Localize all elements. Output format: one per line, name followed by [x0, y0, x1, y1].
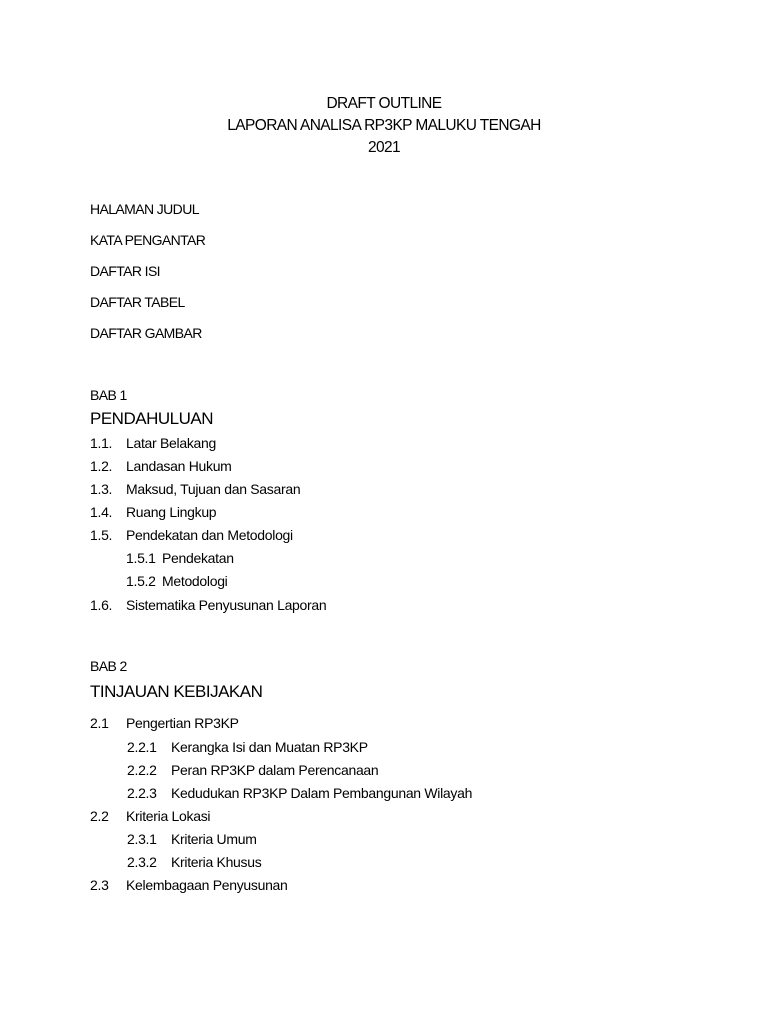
- toc-text: Ruang Lingkup: [126, 504, 217, 520]
- front-matter-item: DAFTAR ISI: [90, 263, 160, 279]
- toc-text: Pendekatan dan Metodologi: [126, 527, 293, 543]
- front-matter-item: DAFTAR GAMBAR: [90, 325, 202, 341]
- toc-number: 2.2.2: [127, 762, 157, 778]
- toc-text: Kriteria Khusus: [171, 854, 262, 870]
- chapter-title: TINJAUAN KEBIJAKAN: [90, 682, 263, 701]
- toc-number: 1.4.: [90, 504, 113, 520]
- front-matter-item: KATA PENGANTAR: [90, 232, 206, 248]
- toc-number: 2.3.2: [127, 854, 157, 870]
- doc-title-line1: DRAFT OUTLINE: [326, 95, 442, 112]
- toc-text: Pendekatan: [162, 550, 234, 566]
- toc-text: Kelembagaan Penyusunan: [126, 877, 288, 893]
- toc-text: Metodologi: [162, 573, 228, 589]
- toc-text: Sistematika Penyusunan Laporan: [126, 597, 327, 613]
- chapter-title: PENDAHULUAN: [90, 409, 213, 428]
- toc-number: 2.2.3: [127, 785, 157, 801]
- toc-number: 2.1: [90, 715, 109, 731]
- toc-text: Kedudukan RP3KP Dalam Pembangunan Wilayah: [171, 785, 473, 801]
- front-matter-item: DAFTAR TABEL: [90, 294, 185, 310]
- toc-number: 2.2.1: [127, 739, 157, 755]
- doc-title-line3: 2021: [367, 139, 401, 156]
- toc-text: Kriteria Lokasi: [126, 808, 211, 824]
- toc-number: 1.5.2: [126, 573, 156, 589]
- toc-text: Maksud, Tujuan dan Sasaran: [126, 481, 301, 497]
- toc-number: 1.5.1: [126, 550, 156, 566]
- toc-text: Pengertian RP3KP: [126, 715, 239, 731]
- toc-number: 2.3.1: [127, 831, 157, 847]
- toc-number: 2.2: [90, 808, 109, 824]
- toc-number: 1.2.: [90, 458, 113, 474]
- toc-number: 1.3.: [90, 481, 113, 497]
- chapter-label: BAB 1: [90, 387, 127, 403]
- toc-number: 1.6.: [90, 597, 113, 613]
- toc-number: 1.1.: [90, 435, 113, 451]
- toc-text: Kriteria Umum: [171, 831, 257, 847]
- front-matter-item: HALAMAN JUDUL: [90, 201, 199, 217]
- toc-text: Latar Belakang: [126, 435, 216, 451]
- chapter-label: BAB 2: [90, 658, 127, 674]
- toc-text: Peran RP3KP dalam Perencanaan: [171, 762, 379, 778]
- toc-text: Landasan Hukum: [126, 458, 232, 474]
- toc-number: 1.5.: [90, 527, 113, 543]
- toc-text: Kerangka Isi dan Muatan RP3KP: [171, 739, 368, 755]
- doc-title-line2: LAPORAN ANALISA RP3KP MALUKU TENGAH: [227, 117, 541, 134]
- toc-number: 2.3: [90, 877, 109, 893]
